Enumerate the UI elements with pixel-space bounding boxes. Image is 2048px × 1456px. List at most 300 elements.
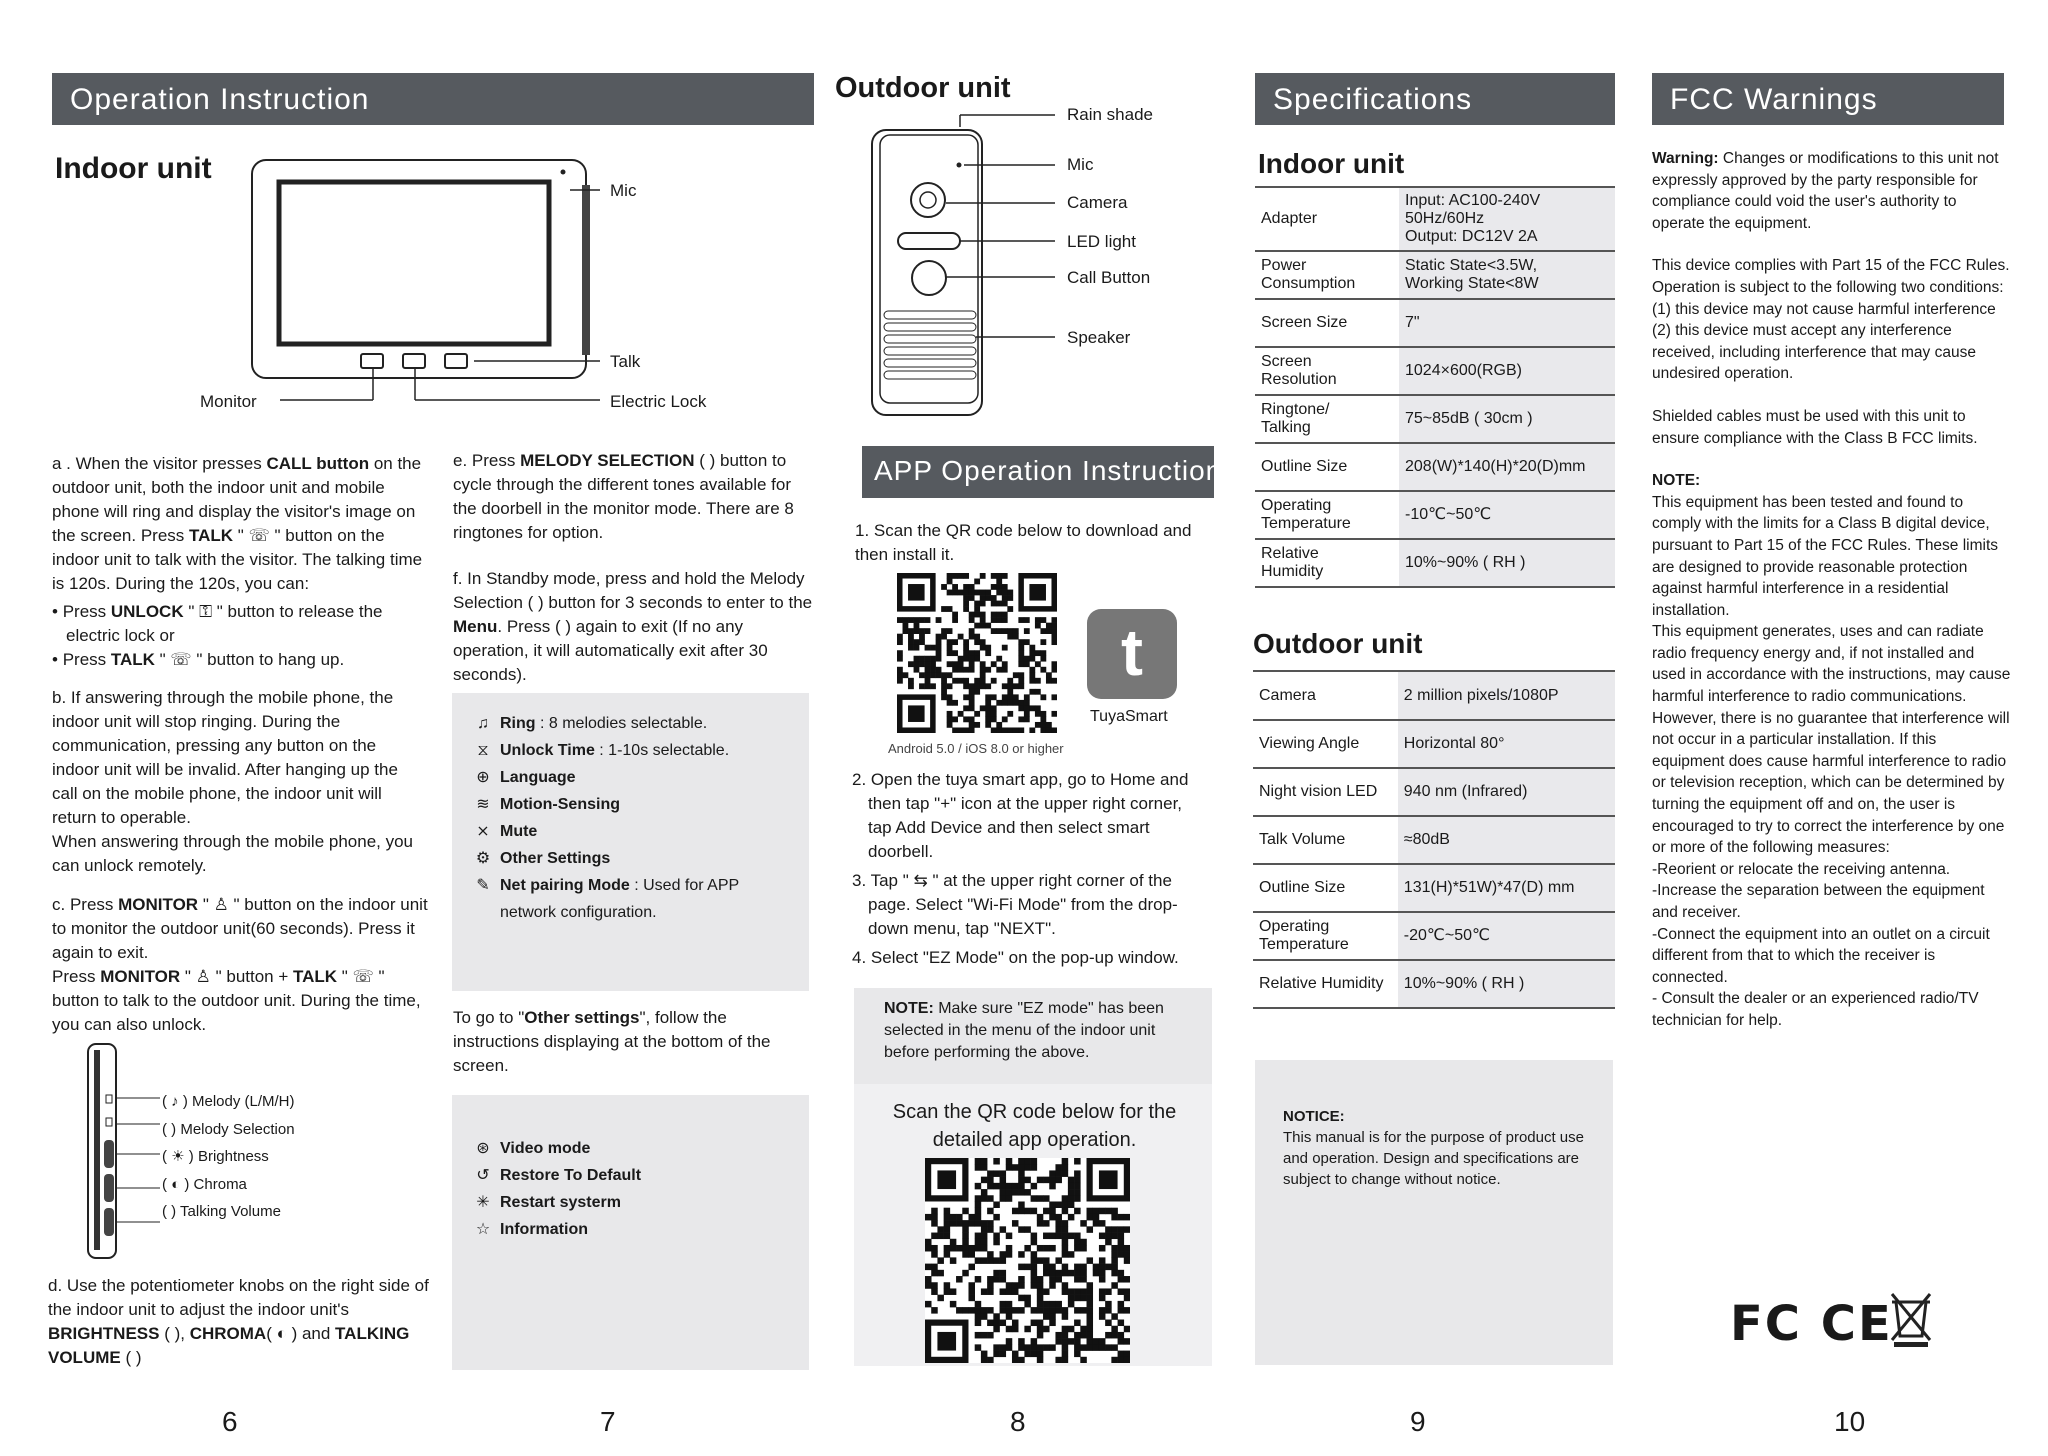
qr-module [981,1351,988,1358]
section-c: c. Press MONITOR " ♙ " button on the indoor unit to monitor the outdoor unit(60 seconds). Press it again to exit. Press MONITOR " ♙ " button + TALK " ☏ " button to talk to the outdoor unit. During the time, you can also unlock. [52,895,428,1034]
qr-module [950,1220,957,1227]
qr-module [1080,1332,1087,1339]
qr-module [1002,584,1008,590]
qr-module [993,1276,1000,1283]
qr-module [963,656,969,662]
qr-module [980,601,986,607]
qr-module [1068,1201,1075,1208]
qr-module [1049,1276,1056,1283]
qr-module [987,1282,994,1289]
qr-module [947,628,953,634]
qr-module [996,579,1002,585]
qr-module [963,645,969,651]
key-icon: ⚿ [199,602,213,621]
qr-module [1029,645,1035,651]
qr-module [944,1220,951,1227]
qr-module [1024,1158,1031,1165]
spec-label: Screen Size [1255,299,1399,347]
qr-module [1105,1226,1112,1233]
qr-module [1111,1257,1118,1264]
qr-module [1029,584,1046,601]
qr-module [969,700,975,706]
qr-module [1062,1170,1069,1177]
qr-module [1024,628,1030,634]
qr-module [991,573,997,579]
qr-module [993,1257,1000,1264]
call-button-label: Call Button [1067,268,1151,287]
qr-module [1062,1195,1069,1202]
qr-module [987,1251,994,1258]
spec-outdoor-row [1253,672,1615,720]
qr-module [1111,1313,1118,1320]
qr-module [996,612,1002,618]
qr-module [1012,1351,1019,1358]
qr-module [1031,1239,1038,1246]
qr-module [925,1282,932,1289]
qr-module [1007,634,1013,640]
qr-module [1051,628,1057,634]
talk-icon: ☏ [352,967,374,986]
qr-module [968,1307,975,1314]
qr-module [1018,683,1024,689]
qr-module [980,595,986,601]
qr-module [1018,1164,1025,1171]
qr-module [993,1270,1000,1277]
qr-module [1000,1288,1007,1295]
qr-module [925,617,931,623]
qr-module [1062,1313,1069,1320]
qr-module [925,1239,932,1246]
qr-module [914,617,920,623]
qr-module [1049,1270,1056,1277]
spec-label: Outline Size [1253,864,1398,912]
rain-shade-label: Rain shade [1067,105,1154,124]
qr-module [1051,634,1057,640]
qr-module [1074,1288,1081,1295]
qr-module [936,617,942,623]
qr-module [1074,1183,1081,1190]
qr-module [962,1220,969,1227]
qr-module [974,634,980,640]
qr-module [975,1245,982,1252]
qr-module [1024,1301,1031,1308]
qr-module [931,1220,938,1227]
qr-module [985,667,991,673]
qr-module [1031,1307,1038,1314]
qr-module [1029,678,1035,684]
qr-module [975,1239,982,1246]
qr-module [1111,1326,1118,1333]
spec-indoor-title: Indoor unit [1258,148,1405,179]
fcc-shielded: Shielded cables must be used with this unit to ensure compliance with the Class B FCC limits. [1652,407,1978,447]
qr-module [1062,1208,1069,1215]
qr-module [1000,1183,1007,1190]
qr-module [1031,1233,1038,1240]
qr-module [1007,694,1013,700]
qr-module [1118,1270,1125,1277]
qr-module [974,689,980,695]
qr-module [936,639,942,645]
qr-module [897,672,903,678]
qr-module [963,573,969,579]
qr-module [968,1220,975,1227]
qr-module [985,645,991,651]
spec-value: Input: AC100-240V 50Hz/60Hz Output: DC12V 2A [1399,188,1615,251]
qr-module [962,1245,969,1252]
qr-module [1111,1264,1118,1271]
qr-module [908,628,914,634]
qr-module [980,623,986,629]
qr-module [1055,1301,1062,1308]
qr-module [941,689,947,695]
qr-module [1006,1344,1013,1351]
qr-module [1006,1307,1013,1314]
qr-module [1087,1338,1094,1345]
qr-module [963,639,969,645]
qr-module [1105,1320,1112,1327]
qr-module [1080,1239,1087,1246]
qr-module [1118,1357,1125,1363]
qr-module [952,584,958,590]
qr-module [963,595,969,601]
qr-module [975,1320,982,1327]
qr-module [1043,1208,1050,1215]
qr-module [908,683,914,689]
qr-module [985,700,991,706]
qr-module [996,727,1002,733]
qr-module [1037,1288,1044,1295]
qr-module [952,639,958,645]
qr-module [1118,1276,1125,1283]
section-b: b. If answering through the mobile phone, the indoor unit will stop ringing. During the communication, pressing any button on the indoor unit will be invalid. After hanging up the call on the mobile phone, the indoor unit will return to operable. When answering through the mobile phone, you can unlock remotely. [52,688,414,875]
spec-indoor-row [1255,188,1615,251]
spec-outdoor-row [1253,864,1615,912]
qr-module [1029,672,1035,678]
qr-module [1043,1344,1050,1351]
qr-module [1105,1344,1112,1351]
spec-value: 2 million pixels/1080P [1398,672,1615,720]
qr-module [1062,1226,1069,1233]
qr-module [968,1282,975,1289]
qr-module [987,1288,994,1295]
qr-module [993,1326,1000,1333]
qr-module [981,1313,988,1320]
qr-module [980,661,986,667]
qr-module [1049,1264,1056,1271]
qr-module [1068,1233,1075,1240]
qr-module [1051,617,1057,623]
qr-module [897,617,903,623]
qr-module [947,579,953,585]
qr-module [1035,678,1041,684]
qr-module [1105,1332,1112,1339]
qr-module [914,628,920,634]
qr-module [1118,1288,1125,1295]
qr-module [1018,639,1024,645]
qr-module [1002,595,1008,601]
qr-module [1002,628,1008,634]
qr-module [1074,1208,1081,1215]
qr-module [981,1226,988,1233]
qr-module [1013,700,1019,706]
qr-module [1099,1270,1106,1277]
spec-indoor-table [1255,188,1615,588]
qr-module [963,584,969,590]
mic-label: Mic [610,181,637,200]
qr-module [1012,1288,1019,1295]
qr-module [963,601,969,607]
qr-module [1018,727,1024,733]
qr-module [1018,1264,1025,1271]
qr-module [1024,716,1030,722]
app-operation-banner: APP Operation Instruction [862,446,1214,498]
spec-indoor-row [1255,251,1615,299]
qr-module [1046,678,1052,684]
side-control-chroma: ( ◐ ) Chroma [162,1175,247,1193]
qr-module [1006,1288,1013,1295]
qr-module [919,628,925,634]
qr-module [1031,1195,1038,1202]
qr-module [1018,1295,1025,1302]
spec-value: -20℃~50℃ [1398,912,1615,960]
qr-module [968,1288,975,1295]
qr-module [952,667,958,673]
qr-module [1099,1338,1106,1345]
qr-module [1049,1208,1056,1215]
qr-module [1007,606,1013,612]
qr-module [987,1276,994,1283]
qr-module [1035,722,1041,728]
qr-module [974,678,980,684]
qr-module [1080,1344,1087,1351]
qr-module [937,1257,944,1264]
qr-module [947,639,953,645]
qr-module [1018,1282,1025,1289]
qr-module [1087,1208,1094,1215]
qr-module [937,1332,956,1351]
qr-module [925,1264,932,1271]
qr-module [1055,1276,1062,1283]
menu-item-language: ⊕ Language [476,769,576,786]
qr-module [1002,612,1008,618]
qr-module [1031,1164,1038,1171]
qr-module [963,606,969,612]
qr-module [1007,595,1013,601]
qr-module [974,656,980,662]
qr-module [1049,1282,1056,1289]
qr-module [947,683,953,689]
section-e: e. Press MELODY SELECTION ( ) button to cycle through the different tones available for the doorbell in the monitor mode. There are 8 ringtones for option. [453,451,794,542]
qr-module [1118,1307,1125,1314]
qr-module [968,1295,975,1302]
qr-module [1111,1208,1118,1215]
qr-module [1037,1357,1044,1363]
qr-module [1124,1257,1130,1264]
qr-module [1046,628,1052,634]
qr-module [1068,1189,1075,1196]
qr-module [958,678,964,684]
qr-module [1018,705,1024,711]
qr-module [981,1177,988,1184]
qr-module [950,1239,957,1246]
qr-module [947,722,953,728]
qr-module [1080,1220,1087,1227]
qr-module [1018,1276,1025,1283]
qr-module [1087,1344,1094,1351]
qr-module [937,1226,944,1233]
qr-module [1024,1189,1031,1196]
qr-module [991,661,997,667]
qr-module [1062,1351,1069,1358]
operation-instruction-banner: Operation Instruction [52,73,814,125]
menu-item-video-mode: ⊛ Video mode [476,1140,591,1157]
qr-module [1024,617,1030,623]
qr-module [1049,1214,1056,1221]
qr-module [980,639,986,645]
menu-item-other-settings: ⚙ Other Settings [475,850,611,867]
qr-module [936,650,942,656]
qr-module [1074,1276,1081,1283]
section-d: d. Use the potentiometer knobs on the right side of the indoor unit to adjust the indoor unit's BRIGHTNESS ( ), CHROMA( ◐ ) and TALKING VOLUME ( ) [48,1276,429,1367]
qr-module [1040,711,1046,717]
qr-module [1099,1257,1106,1264]
qr-module [1024,1208,1031,1215]
specifications-banner: Specifications [1255,73,1615,125]
spec-value: 7" [1399,299,1615,347]
qr-module [981,1245,988,1252]
qr-module [941,678,947,684]
qr-module [1124,1338,1130,1345]
qr-module [1043,1264,1050,1271]
spec-label: Viewing Angle [1253,720,1398,768]
qr-module [980,612,986,618]
indoor-unit-diagram [180,150,740,415]
qr-module [963,678,969,684]
qr-module [969,650,975,656]
qr-module [974,683,980,689]
qr-module [962,1251,969,1258]
qr-module [981,1220,988,1227]
spec-outdoor-title: Outdoor unit [1253,628,1423,659]
qr-module [975,1332,982,1339]
qr-module [969,661,975,667]
qr-module [947,661,953,667]
qr-module [1093,1344,1100,1351]
qr-module [908,661,914,667]
qr-module [950,1257,957,1264]
qr-module [1002,683,1008,689]
qr-module [987,1307,994,1314]
qr-module [925,683,931,689]
qr-module [1099,1220,1106,1227]
qr-module [944,1288,951,1295]
qr-module [1024,1226,1031,1233]
qr-module [936,634,942,640]
qr-module [993,1351,1000,1358]
qr-module [1029,705,1035,711]
qr-module [930,667,936,673]
qr-module [1051,727,1057,733]
qr-module [1035,650,1041,656]
qr-module [1087,1332,1094,1339]
qr-module [1087,1307,1094,1314]
qr-module [1013,694,1019,700]
qr-module [1031,1183,1038,1190]
qr-module [996,628,1002,634]
qr-module [993,1170,1000,1177]
qr-module [958,661,964,667]
qr-module [1031,1270,1038,1277]
qr-module [974,606,980,612]
qr-module [1087,1282,1094,1289]
qr-module [1111,1233,1118,1240]
qr-module [1105,1307,1112,1314]
qr-module [969,617,975,623]
qr-module [1040,639,1046,645]
qr-module [1006,1245,1013,1252]
qr-module [1080,1264,1087,1271]
qr-module [1037,1177,1044,1184]
talk-icon: ☏ [248,526,270,545]
qr-module [975,1344,982,1351]
spec-indoor-row [1255,491,1615,539]
qr-module [996,601,1002,607]
qr-module [944,1233,951,1240]
compliance-logos: FC CE [1730,1296,1893,1352]
qr-module [996,700,1002,706]
qr-module [1080,1276,1087,1283]
qr-module [1049,1313,1056,1320]
qr-module [1074,1307,1081,1314]
qr-module [1049,1307,1056,1314]
page-number-10: 10 [1834,1406,1866,1437]
qr-module [1037,1245,1044,1252]
qr-module [936,672,942,678]
qr-module [1018,678,1024,684]
qr-module [919,634,925,640]
qr-module [1055,1257,1062,1264]
app-note: NOTE: Make sure "EZ mode" has been selected in the menu of the indoor unit before performing the above. [884,1000,1164,1061]
qr-module [1062,1233,1069,1240]
qr-module [980,705,986,711]
qr-module [936,656,942,662]
qr-module [947,590,953,596]
qr-module [1074,1233,1081,1240]
qr-module [952,612,958,618]
qr-module [1037,1276,1044,1283]
qr-module [1037,1282,1044,1289]
qr-module [1012,1326,1019,1333]
menu-item-motion-sensing: ≋ Motion-Sensing [476,796,620,813]
qr-module [1118,1245,1125,1252]
qr-module [958,667,964,673]
qr-module [980,617,986,623]
qr-module [1062,1158,1069,1165]
side-panel-diagram [82,1040,162,1265]
qr-module [1037,1214,1044,1221]
qr-module [1002,661,1008,667]
qr-module [1074,1270,1081,1277]
qr-module [1035,711,1041,717]
side-control-melody-selection: ( ) Melody Selection [162,1120,295,1138]
qr-module [1000,1251,1007,1258]
qr-module [1002,694,1008,700]
qr-module [963,716,969,722]
spec-indoor-row [1255,395,1615,443]
qr-module [956,1276,963,1283]
qr-module [968,1245,975,1252]
qr-module [987,1220,994,1227]
